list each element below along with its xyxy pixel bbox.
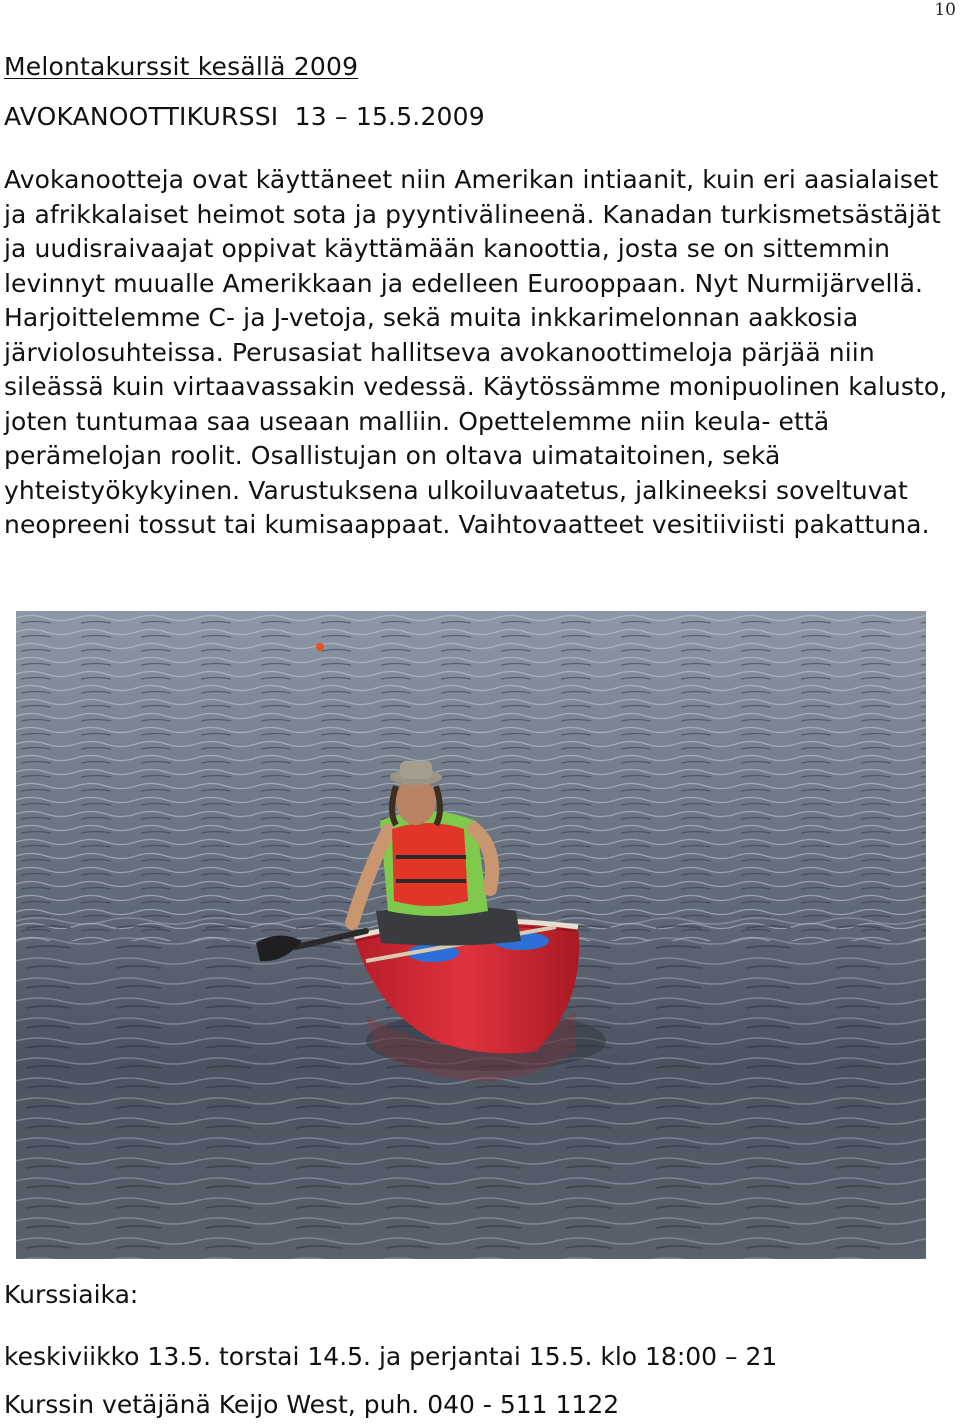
course-description: Avokanootteja ovat käyttäneet niin Amerikan intiaanit, kuin eri aasialaiset ja afrikkalaiset heimot sota ja pyyntivälineenä. Kanadan turkismetsästäjät ja uudisraivaajat oppivat käyttämään kanoottia, josta se on sittemmin levinnyt muualle Amerikkaan ja edelleen Eurooppaan. Nyt Nurmijärvellä. Harjoittelemme C- ja J-vetoja, sekä muita inkkarimelonnan aakkosia järviolosuhteissa. Perusasiat hallitseva avokanoottimeloja pärjää niin sileässä kuin virtaavassakin vedessä. Käytössämme monipuolinen kalusto, joten tuntumaa saa useaan malliin. Opettelemme niin keula- että perämelojan roolit. Osallistujan on oltava uimataitoinen, sekä yhteistyökykyinen. Varustuksena ulkoiluvaatetus, jalkineeksi soveltuvat neopreeni tossut tai kumisaappaat. Vaihtovaatteet vesitiiviisti pakattuna. (4, 165, 948, 539)
instructor-contact: Kurssin vetäjänä Keijo West, puh. 040 - 511 1122 (4, 1390, 620, 1419)
buoy-icon (316, 643, 324, 651)
course-heading: AVOKANOOTTIKURSSI 13 – 15.5.2009 (4, 102, 485, 131)
page-number: 10 (934, 0, 956, 20)
page-title: Melontakurssit kesällä 2009 (4, 52, 359, 81)
schedule-label: Kurssiaika: (4, 1280, 139, 1309)
schedule-dates: keskiviikko 13.5. torstai 14.5. ja perjantai 15.5. klo 18:00 – 21 (4, 1342, 778, 1371)
canoe-photo (16, 611, 926, 1259)
